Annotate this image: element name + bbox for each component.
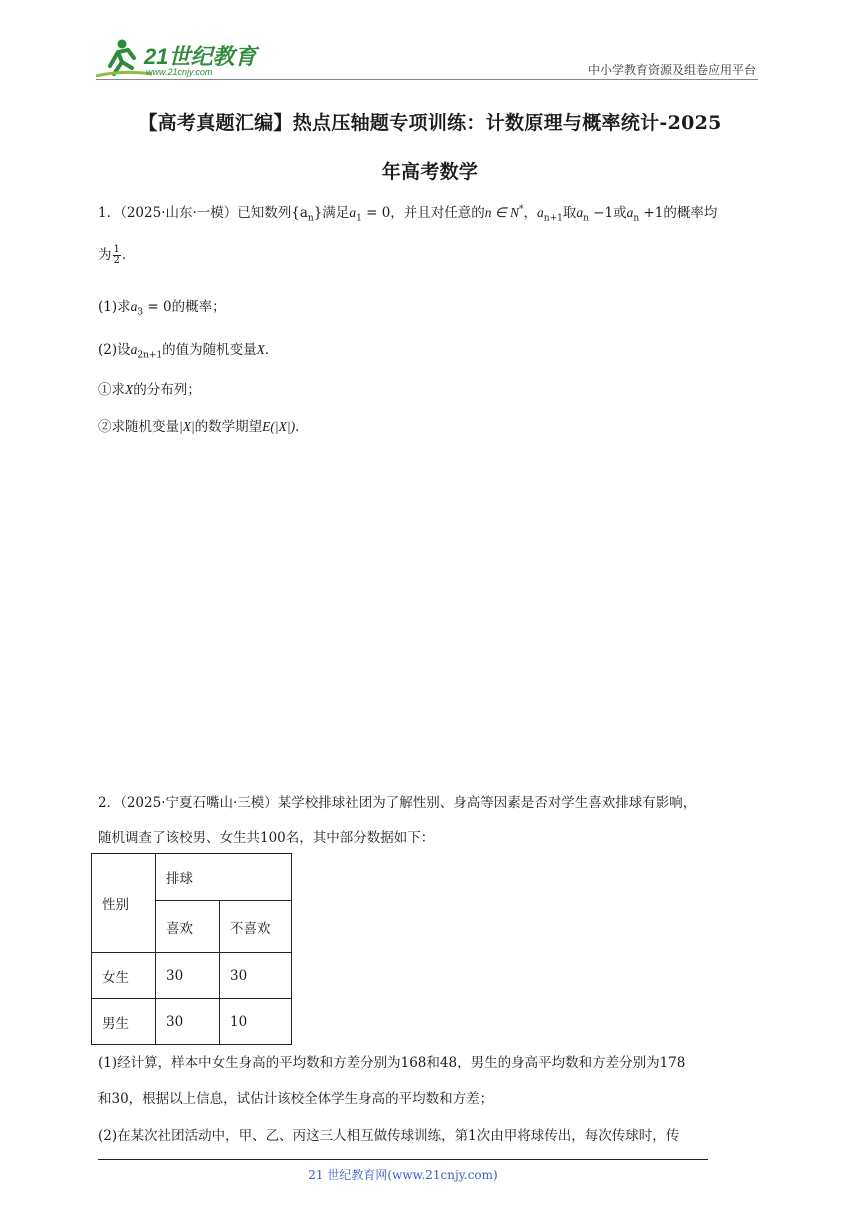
q1-sub2	[98, 415, 309, 435]
footer-divider	[98, 1159, 708, 1160]
q1-an-a: a	[576, 205, 584, 220]
q1-s1-a: ①求	[98, 382, 125, 398]
q1-sub1	[98, 378, 201, 398]
cell-gender: 女生	[92, 953, 156, 999]
header-platform-text: 中小学教育资源及组卷应用平台	[587, 63, 756, 77]
q1-a1-eq: = 0，并且对任意的	[361, 205, 485, 221]
q1-a1-sub: 1	[356, 213, 362, 224]
q1-p2-b: 的值为随机变量	[162, 342, 257, 358]
q1-s2-expect: E(|X|)	[262, 419, 296, 434]
page-title-line1: 【高考真题汇编】热点压轴题专项训练：计数原理与概率统计-2025	[138, 112, 722, 134]
q1-p1-a: (1)求	[98, 299, 131, 315]
q1-take: 取	[562, 205, 577, 221]
q1-intro-text: 1．（2025·山东·一模）已知数列	[98, 205, 292, 221]
th-dislike: 不喜欢	[220, 901, 292, 953]
q1-a1: a	[349, 205, 357, 220]
cell-dislike: 30	[220, 953, 292, 999]
frac-num: 1	[113, 244, 120, 255]
table-row	[92, 999, 292, 1045]
footer-link[interactable]: 21 世纪教育网(www.21cnjy.com)	[308, 1168, 498, 1182]
cell-like: 30	[156, 953, 220, 999]
cell-gender: 男生	[92, 999, 156, 1045]
q2-part2-line1: (2)在某次社团活动中，甲、乙、丙这三人相互做传球训练，第1次由甲将球传出，每次传球时，传	[98, 1128, 680, 1144]
q2-part1-line2: 和30，根据以上信息，试估计该校全体学生身高的平均数和方差；	[98, 1091, 494, 1107]
q1-plus1: +1的概率均	[639, 205, 718, 221]
q1-an-a-sub: n	[583, 213, 589, 224]
th-like: 喜欢	[156, 901, 220, 953]
q1-seq	[291, 205, 314, 224]
q1-p1-sub: 3	[137, 307, 144, 318]
q1-p1-b: = 0的概率；	[143, 299, 226, 315]
logo-text: 21世纪教育	[144, 44, 257, 69]
q1-s2-a: ②求随机变量	[98, 419, 179, 435]
page-title-line2: 年高考数学	[381, 161, 479, 183]
q1-line2-post: ．	[121, 247, 136, 263]
q1-an1: a	[537, 205, 544, 220]
q1-p1-var: a	[130, 299, 138, 314]
q1-p2-a: (2)设	[98, 342, 131, 358]
q1-s2-absx: |X|	[179, 419, 195, 434]
q1-p2-c: ．	[264, 342, 279, 358]
q1-s1-x: X	[125, 382, 134, 397]
q1-an-b: a	[626, 205, 634, 220]
q1-stem-line1	[98, 201, 717, 224]
q1-an1-sub: n+1	[543, 213, 563, 224]
frac-den: 2	[113, 255, 120, 266]
q1-comma: ，	[523, 205, 538, 221]
th-gender: 性别	[92, 854, 156, 953]
q1-p2-var: a	[130, 342, 138, 357]
cell-like: 30	[156, 999, 220, 1045]
table-row	[92, 953, 292, 999]
q1-an-b-sub: n	[633, 213, 640, 224]
runner-logo-icon	[92, 36, 262, 80]
site-logo	[92, 36, 262, 80]
q2-data-table	[91, 853, 292, 1045]
q1-s2-b: 的数学期望	[194, 419, 263, 435]
q1-part2	[98, 338, 278, 361]
q1-stem-line2	[98, 243, 135, 266]
header-divider	[96, 79, 758, 80]
q2-part1-line1: (1)经计算，样本中女生身高的平均数和方差分别为168和48，男生的身高平均数和方差分别为178	[98, 1055, 686, 1071]
q1-seq-open: {a	[291, 205, 308, 221]
fraction-one-half	[113, 245, 121, 266]
q1-s2-c: ．	[295, 419, 309, 435]
q1-part1	[98, 295, 226, 318]
q1-intro-b: }满足	[313, 205, 350, 221]
q1-line2-pre: 为	[98, 247, 112, 263]
q1-s1-b: 的分布列；	[133, 382, 201, 398]
th-volleyball: 排球	[156, 854, 292, 901]
q1-seq-sub: n	[307, 213, 314, 224]
q1-n-in: n ∈ N	[484, 205, 520, 220]
q1-p2-x: X	[256, 342, 265, 357]
logo-url: www.21cnjy.com	[146, 67, 213, 77]
q1-p2-sub: 2n+1	[137, 350, 163, 361]
q2-stem-line2: 随机调查了该校男、女生共100名，其中部分数据如下：	[98, 830, 435, 846]
cell-dislike: 10	[220, 999, 292, 1045]
q1-minus1: −1或	[588, 205, 627, 221]
q1-star: *	[519, 204, 524, 215]
q2-stem-line1: 2．（2025·宁夏石嘴山·三模）某学校排球社团为了解性别、身高等因素是否对学生喜欢排球有影响，	[98, 795, 697, 811]
